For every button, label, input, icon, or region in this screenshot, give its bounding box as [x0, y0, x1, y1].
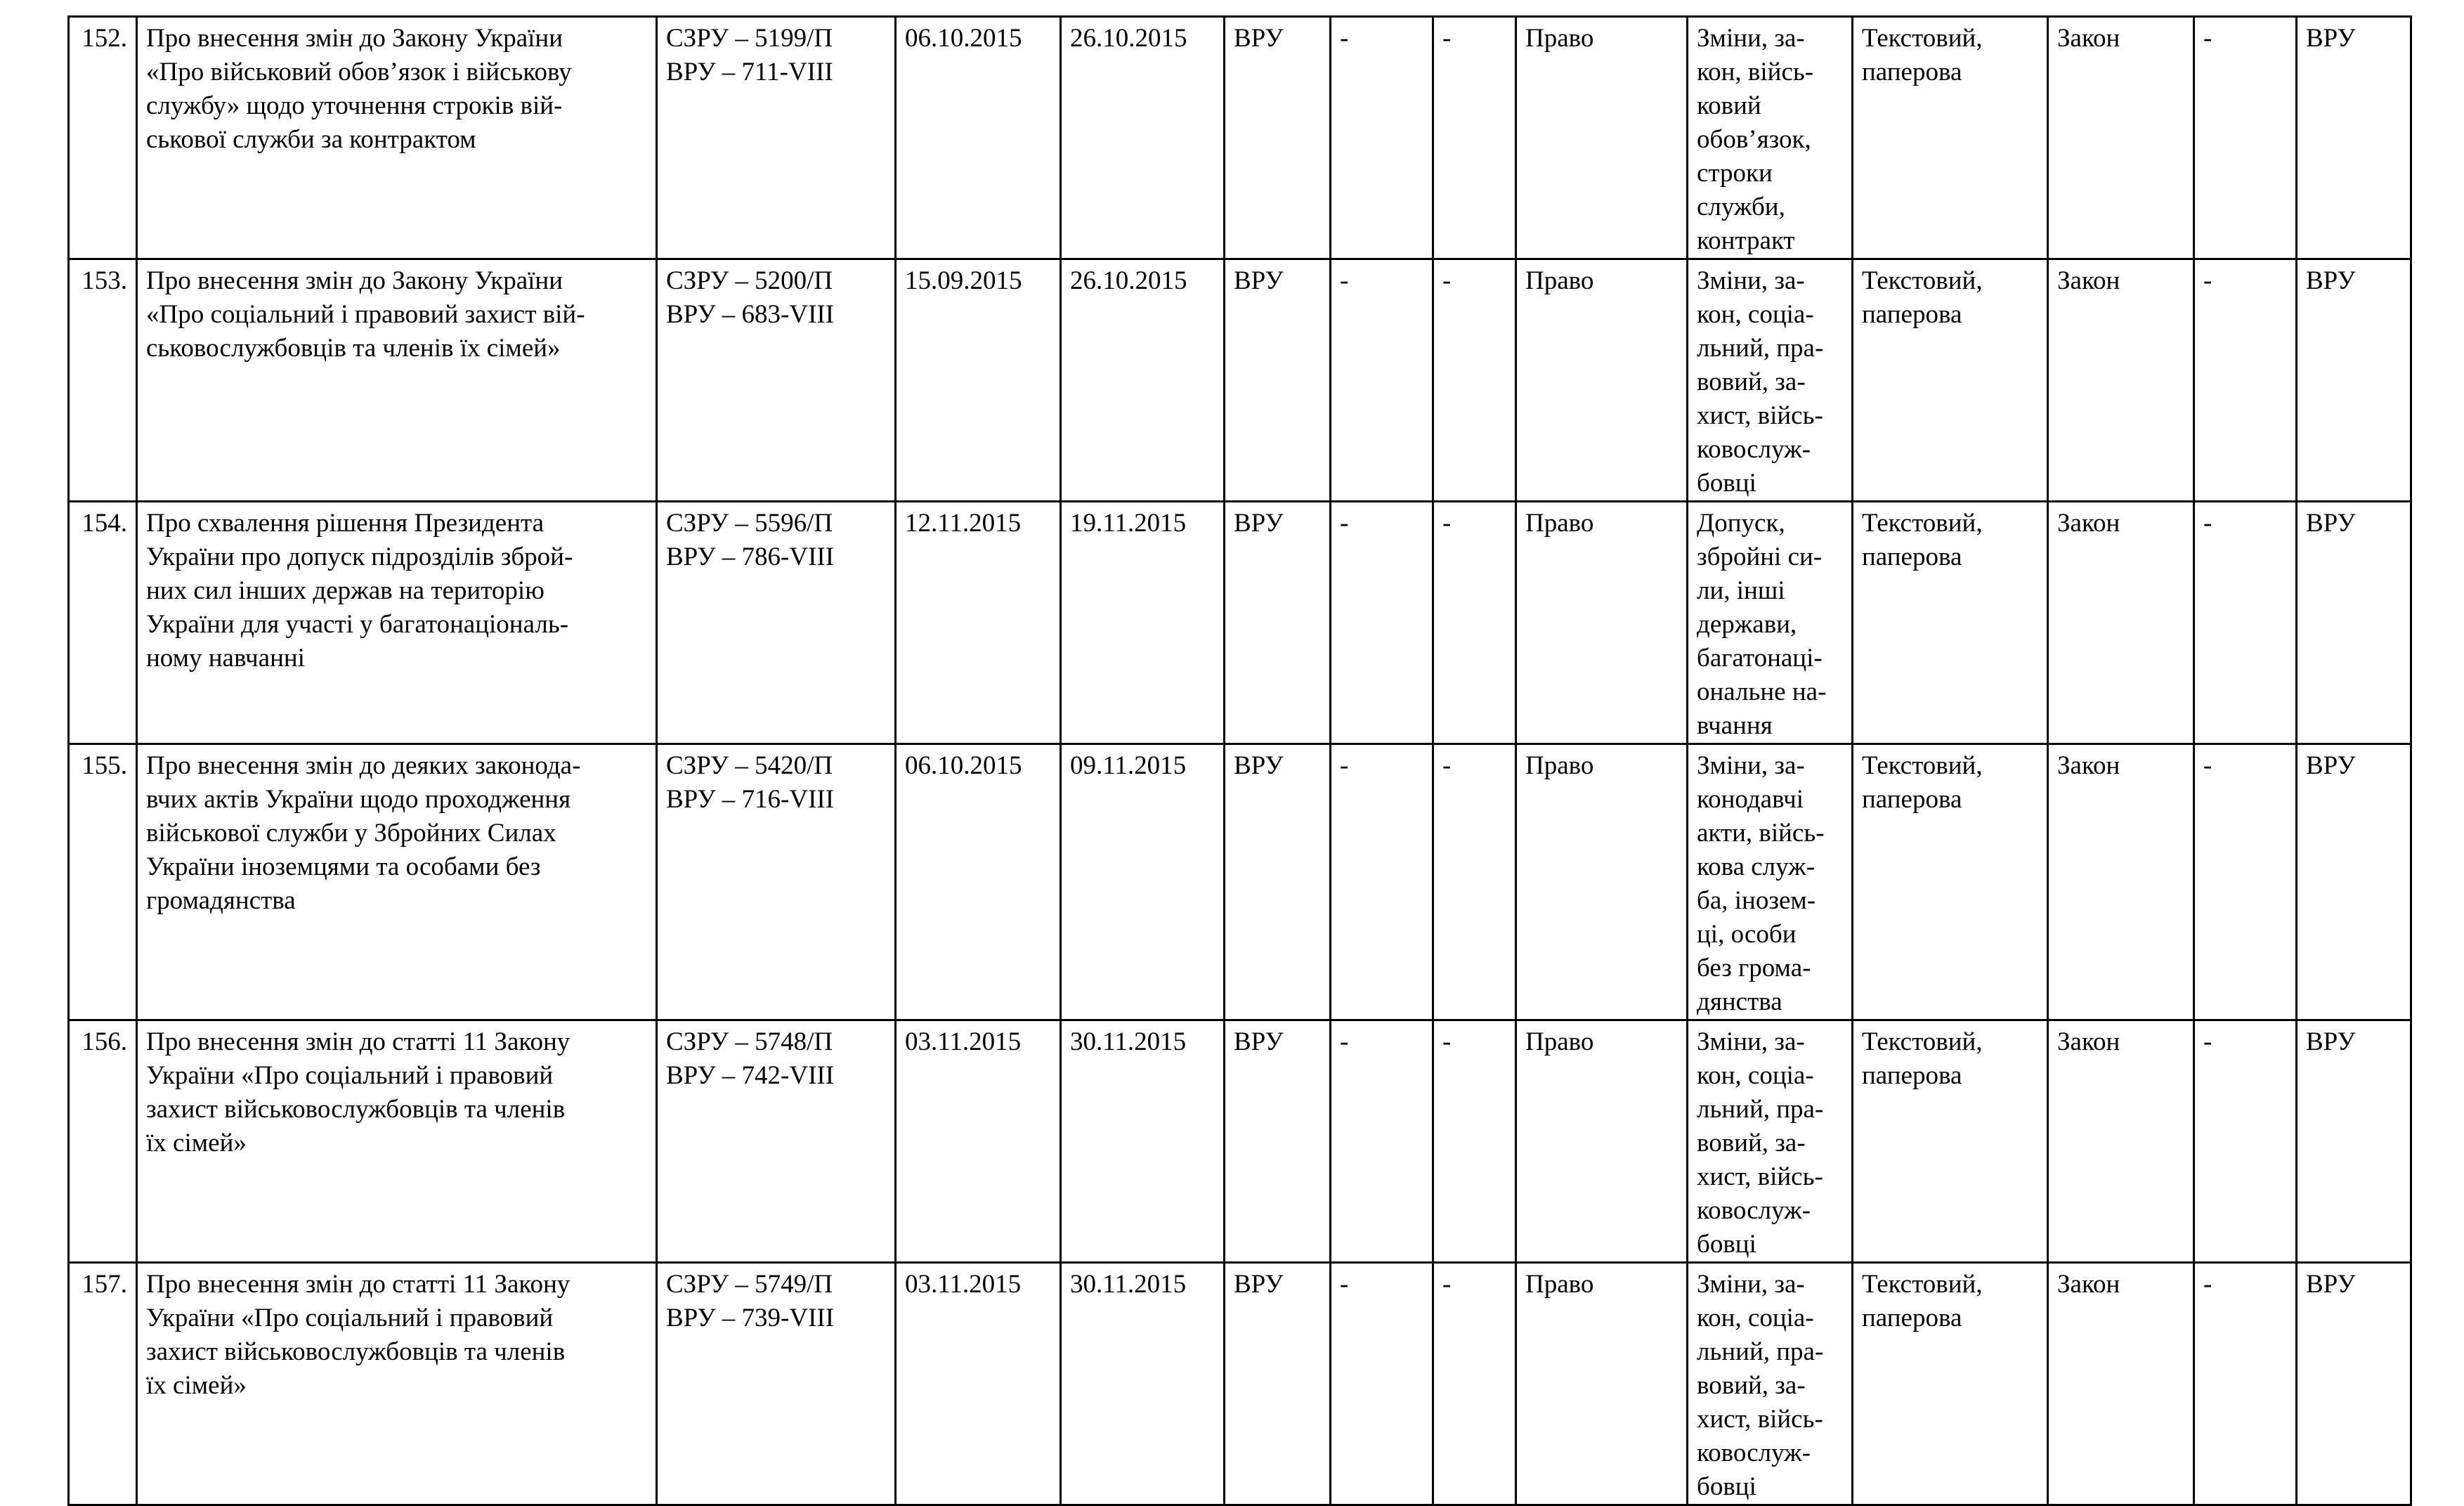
column-7 — [1331, 1263, 1433, 1505]
title-line: Про внесення змін до деяких законода- — [146, 751, 581, 780]
reg-line: СЗРУ – 5748/П — [666, 1027, 833, 1056]
row-number — [69, 259, 137, 502]
c7-text: - — [1340, 1270, 1349, 1299]
keywords-line: дянства — [1697, 987, 1782, 1016]
column-8 — [1433, 259, 1516, 502]
keywords — [1688, 17, 1853, 259]
keywords-line: бовці — [1697, 469, 1756, 498]
keywords-line: контракт — [1697, 226, 1795, 255]
category — [1516, 502, 1688, 744]
reg-line: ВРУ – 786-VIII — [666, 543, 835, 571]
document-type — [2048, 502, 2194, 744]
issuing-body — [1225, 744, 1331, 1020]
form-line: паперова — [1862, 543, 1962, 571]
title-line: «Про військовий обов’язок і військову — [146, 58, 572, 86]
reg-line: СЗРУ – 5749/П — [666, 1270, 833, 1299]
category-text: Право — [1525, 751, 1594, 780]
form-line: Текстовий, — [1862, 266, 1983, 295]
column-13 — [2194, 1263, 2297, 1505]
reg-line: СЗРУ – 5596/П — [666, 509, 833, 538]
issuing-body — [1225, 1263, 1331, 1505]
column-7 — [1331, 259, 1433, 502]
c14-text: ВРУ — [2306, 266, 2356, 295]
reg-line: СЗРУ – 5420/П — [666, 751, 833, 780]
holder — [2297, 259, 2411, 502]
holder — [2297, 744, 2411, 1020]
issuing-body — [1225, 502, 1331, 744]
keywords-line: вовий, за- — [1697, 368, 1806, 396]
c7-text: - — [1340, 1027, 1349, 1056]
keywords-line: ковослуж- — [1697, 1439, 1811, 1467]
title-line: ному навчанні — [146, 644, 305, 673]
keywords — [1688, 502, 1853, 744]
c14-text: ВРУ — [2306, 751, 2356, 780]
holder — [2297, 502, 2411, 744]
keywords-line: вовий, за- — [1697, 1129, 1806, 1157]
keywords-line: конодавчі — [1697, 785, 1804, 814]
form-line: паперова — [1862, 785, 1962, 814]
reg-line: ВРУ – 683-VIII — [666, 300, 835, 329]
form-line: паперова — [1862, 1304, 1962, 1332]
column-13 — [2194, 1020, 2297, 1263]
keywords-line: бовці — [1697, 1230, 1756, 1259]
table-row — [69, 17, 2411, 259]
keywords-line: льний, пра- — [1697, 1337, 1824, 1366]
category-text: Право — [1525, 509, 1594, 538]
keywords-line: ли, інші — [1697, 576, 1785, 605]
type-text: Закон — [2057, 509, 2120, 538]
entry-date — [1061, 259, 1225, 502]
issuing-body — [1225, 259, 1331, 502]
table-row — [69, 502, 2411, 744]
column-13 — [2194, 17, 2297, 259]
form-line: Текстовий, — [1862, 751, 1983, 780]
table-row — [69, 744, 2411, 1020]
c7-text: - — [1340, 24, 1349, 53]
document-form — [1853, 259, 2048, 502]
c8-text: - — [1442, 1027, 1452, 1056]
org-text: ВРУ — [1234, 1270, 1284, 1299]
type-text: Закон — [2057, 1270, 2120, 1299]
keywords — [1688, 744, 1853, 1020]
issuing-body — [1225, 1020, 1331, 1263]
c8-text: - — [1442, 24, 1452, 53]
keywords-line: льний, пра- — [1697, 334, 1824, 363]
title-line: захист військовослужбовців та членів — [146, 1095, 566, 1124]
c7-text: - — [1340, 266, 1349, 295]
date1-text: 12.11.2015 — [905, 509, 1022, 538]
type-text: Закон — [2057, 1027, 2120, 1056]
document-type — [2048, 744, 2194, 1020]
category — [1516, 259, 1688, 502]
holder — [2297, 1020, 2411, 1263]
keywords-line: Допуск, — [1697, 509, 1785, 538]
column-7 — [1331, 1020, 1433, 1263]
keywords-line: льний, пра- — [1697, 1095, 1824, 1124]
keywords-line: служби, — [1697, 193, 1785, 221]
c8-text: - — [1442, 751, 1452, 780]
holder — [2297, 17, 2411, 259]
type-text: Закон — [2057, 266, 2120, 295]
title-line: їх сімей» — [146, 1129, 247, 1157]
act-title — [137, 1263, 657, 1505]
column-7 — [1331, 744, 1433, 1020]
c13-text: - — [2203, 751, 2212, 780]
form-line: паперова — [1862, 1061, 1962, 1090]
form-line: Текстовий, — [1862, 1027, 1983, 1056]
registration-number — [657, 502, 896, 744]
title-line: їх сімей» — [146, 1371, 247, 1400]
org-text: ВРУ — [1234, 24, 1284, 53]
title-line: ськової служби за контрактом — [146, 125, 476, 154]
title-line: України про допуск підрозділів зброй- — [146, 543, 573, 571]
keywords-line: бовці — [1697, 1472, 1756, 1501]
date1-text: 15.09.2015 — [905, 266, 1022, 295]
date1-text: 03.11.2015 — [905, 1270, 1022, 1299]
date2-text: 30.11.2015 — [1070, 1027, 1187, 1056]
row-number — [69, 502, 137, 744]
registration-number — [657, 17, 896, 259]
org-text: ВРУ — [1234, 266, 1284, 295]
category — [1516, 1020, 1688, 1263]
keywords-line: кова служ- — [1697, 852, 1816, 881]
num-text: 156. — [82, 1027, 127, 1056]
keywords-line: збройні си- — [1697, 543, 1823, 571]
title-line: службу» щодо уточнення строків вій- — [146, 91, 563, 120]
num-text: 152. — [82, 24, 127, 53]
keywords-line: Зміни, за- — [1697, 1270, 1805, 1299]
num-text: 153. — [82, 266, 127, 295]
c8-text: - — [1442, 509, 1452, 538]
title-line: Про схвалення рішення Президента — [146, 509, 545, 538]
document-form — [1853, 17, 2048, 259]
title-line: України «Про соціальний і правовий — [146, 1061, 554, 1090]
keywords — [1688, 259, 1853, 502]
category-text: Право — [1525, 1270, 1594, 1299]
column-13 — [2194, 744, 2297, 1020]
num-text: 154. — [82, 509, 127, 538]
row-number — [69, 744, 137, 1020]
act-title — [137, 744, 657, 1020]
category-text: Право — [1525, 24, 1594, 53]
form-line: Текстовий, — [1862, 24, 1983, 53]
issuing-body — [1225, 17, 1331, 259]
num-text: 157. — [82, 1270, 127, 1299]
reg-line: ВРУ – 711-VIII — [666, 58, 833, 86]
keywords-line: хист, війсь- — [1697, 401, 1823, 430]
category — [1516, 1263, 1688, 1505]
column-8 — [1433, 1263, 1516, 1505]
column-8 — [1433, 1020, 1516, 1263]
document-form — [1853, 744, 2048, 1020]
act-title — [137, 259, 657, 502]
keywords-line: кон, соціа- — [1697, 1304, 1814, 1332]
title-line: вчих актів України щодо проходження — [146, 785, 571, 814]
keywords-line: Зміни, за- — [1697, 266, 1805, 295]
keywords-line: акти, війсь- — [1697, 819, 1825, 848]
form-line: Текстовий, — [1862, 509, 1983, 538]
reg-line: ВРУ – 742-VIII — [666, 1061, 835, 1090]
adoption-date — [896, 744, 1061, 1020]
document-type — [2048, 1020, 2194, 1263]
c8-text: - — [1442, 266, 1452, 295]
reg-line: СЗРУ – 5199/П — [666, 24, 833, 53]
column-8 — [1433, 17, 1516, 259]
document-form — [1853, 1263, 2048, 1505]
column-13 — [2194, 502, 2297, 744]
title-line: ськовослужбовців та членів їх сімей» — [146, 334, 561, 363]
c7-text: - — [1340, 751, 1349, 780]
keywords-line: ковослуж- — [1697, 435, 1811, 464]
reg-line: ВРУ – 716-VIII — [666, 785, 835, 814]
keywords-line: ба, інозем- — [1697, 886, 1816, 915]
keywords-line: вовий, за- — [1697, 1371, 1806, 1400]
c13-text: - — [2203, 24, 2212, 53]
category — [1516, 17, 1688, 259]
registration-number — [657, 1020, 896, 1263]
keywords-line: без грома- — [1697, 954, 1811, 982]
document-type — [2048, 259, 2194, 502]
row-number — [69, 1020, 137, 1263]
title-line: них сил інших держав на територію — [146, 576, 545, 605]
adoption-date — [896, 1020, 1061, 1263]
c13-text: - — [2203, 509, 2212, 538]
keywords — [1688, 1020, 1853, 1263]
registration-number — [657, 1263, 896, 1505]
category — [1516, 744, 1688, 1020]
date2-text: 26.10.2015 — [1070, 24, 1187, 53]
form-line: паперова — [1862, 58, 1962, 86]
keywords-line: багатонаці- — [1697, 644, 1823, 673]
row-number — [69, 1263, 137, 1505]
adoption-date — [896, 1263, 1061, 1505]
keywords-line: держави, — [1697, 610, 1797, 639]
title-line: України «Про соціальний і правовий — [146, 1304, 554, 1332]
date2-text: 19.11.2015 — [1070, 509, 1187, 538]
date2-text: 30.11.2015 — [1070, 1270, 1187, 1299]
org-text: ВРУ — [1234, 1027, 1284, 1056]
title-line: України для участі у багатонаціональ- — [146, 610, 569, 639]
entry-date — [1061, 1020, 1225, 1263]
document-type — [2048, 17, 2194, 259]
keywords-line: хист, війсь- — [1697, 1162, 1823, 1191]
act-title — [137, 17, 657, 259]
keywords-line: хист, війсь- — [1697, 1405, 1823, 1434]
form-line: Текстовий, — [1862, 1270, 1983, 1299]
table-body — [69, 17, 2411, 1505]
keywords — [1688, 1263, 1853, 1505]
c13-text: - — [2203, 1027, 2212, 1056]
document-form — [1853, 502, 2048, 744]
column-8 — [1433, 744, 1516, 1020]
title-line: захист військовослужбовців та членів — [146, 1337, 566, 1366]
date1-text: 06.10.2015 — [905, 24, 1022, 53]
title-line: Про внесення змін до статті 11 Закону — [146, 1027, 571, 1056]
keywords-line: Зміни, за- — [1697, 751, 1805, 780]
keywords-line: ці, особи — [1697, 920, 1797, 949]
type-text: Закон — [2057, 751, 2120, 780]
registry-table — [67, 15, 2412, 1506]
title-line: «Про соціальний і правовий захист вій- — [146, 300, 585, 329]
registration-number — [657, 259, 896, 502]
title-line: Про внесення змін до Закону України — [146, 266, 563, 295]
adoption-date — [896, 17, 1061, 259]
keywords-line: обов’язок, — [1697, 125, 1811, 154]
keywords-line: ковослуж- — [1697, 1196, 1811, 1225]
keywords-line: вчання — [1697, 711, 1773, 740]
table-row — [69, 259, 2411, 502]
title-line: громадянства — [146, 886, 296, 915]
holder — [2297, 1263, 2411, 1505]
title-line: військової служби у Збройних Силах — [146, 819, 556, 848]
c13-text: - — [2203, 1270, 2212, 1299]
title-line: Про внесення змін до Закону України — [146, 24, 563, 53]
date1-text: 06.10.2015 — [905, 751, 1022, 780]
type-text: Закон — [2057, 24, 2120, 53]
document-form — [1853, 1020, 2048, 1263]
c14-text: ВРУ — [2306, 1270, 2356, 1299]
reg-line: СЗРУ – 5200/П — [666, 266, 833, 295]
entry-date — [1061, 502, 1225, 744]
document-type — [2048, 1263, 2194, 1505]
keywords-line: строки — [1697, 159, 1773, 188]
c13-text: - — [2203, 266, 2212, 295]
keywords-line: кон, соціа- — [1697, 1061, 1814, 1090]
date1-text: 03.11.2015 — [905, 1027, 1022, 1056]
c7-text: - — [1340, 509, 1349, 538]
c14-text: ВРУ — [2306, 24, 2356, 53]
entry-date — [1061, 744, 1225, 1020]
column-7 — [1331, 502, 1433, 744]
category-text: Право — [1525, 266, 1594, 295]
entry-date — [1061, 1263, 1225, 1505]
registration-number — [657, 744, 896, 1020]
c14-text: ВРУ — [2306, 509, 2356, 538]
date2-text: 26.10.2015 — [1070, 266, 1187, 295]
column-7 — [1331, 17, 1433, 259]
form-line: паперова — [1862, 300, 1962, 329]
category-text: Право — [1525, 1027, 1594, 1056]
reg-line: ВРУ – 739-VIII — [666, 1304, 835, 1332]
column-8 — [1433, 502, 1516, 744]
title-line: Про внесення змін до статті 11 Закону — [146, 1270, 571, 1299]
act-title — [137, 502, 657, 744]
adoption-date — [896, 502, 1061, 744]
title-line: України іноземцями та особами без — [146, 852, 541, 881]
column-13 — [2194, 259, 2297, 502]
c14-text: ВРУ — [2306, 1027, 2356, 1056]
c8-text: - — [1442, 1270, 1452, 1299]
keywords-line: кон, соціа- — [1697, 300, 1814, 329]
org-text: ВРУ — [1234, 751, 1284, 780]
keywords-line: кон, війсь- — [1697, 58, 1814, 86]
entry-date — [1061, 17, 1225, 259]
table-row — [69, 1263, 2411, 1505]
keywords-line: ковий — [1697, 91, 1761, 120]
act-title — [137, 1020, 657, 1263]
table-row — [69, 1020, 2411, 1263]
keywords-line: ональне на- — [1697, 677, 1827, 706]
keywords-line: Зміни, за- — [1697, 24, 1805, 53]
num-text: 155. — [82, 751, 127, 780]
date2-text: 09.11.2015 — [1070, 751, 1187, 780]
org-text: ВРУ — [1234, 509, 1284, 538]
adoption-date — [896, 259, 1061, 502]
row-number — [69, 17, 137, 259]
keywords-line: Зміни, за- — [1697, 1027, 1805, 1056]
